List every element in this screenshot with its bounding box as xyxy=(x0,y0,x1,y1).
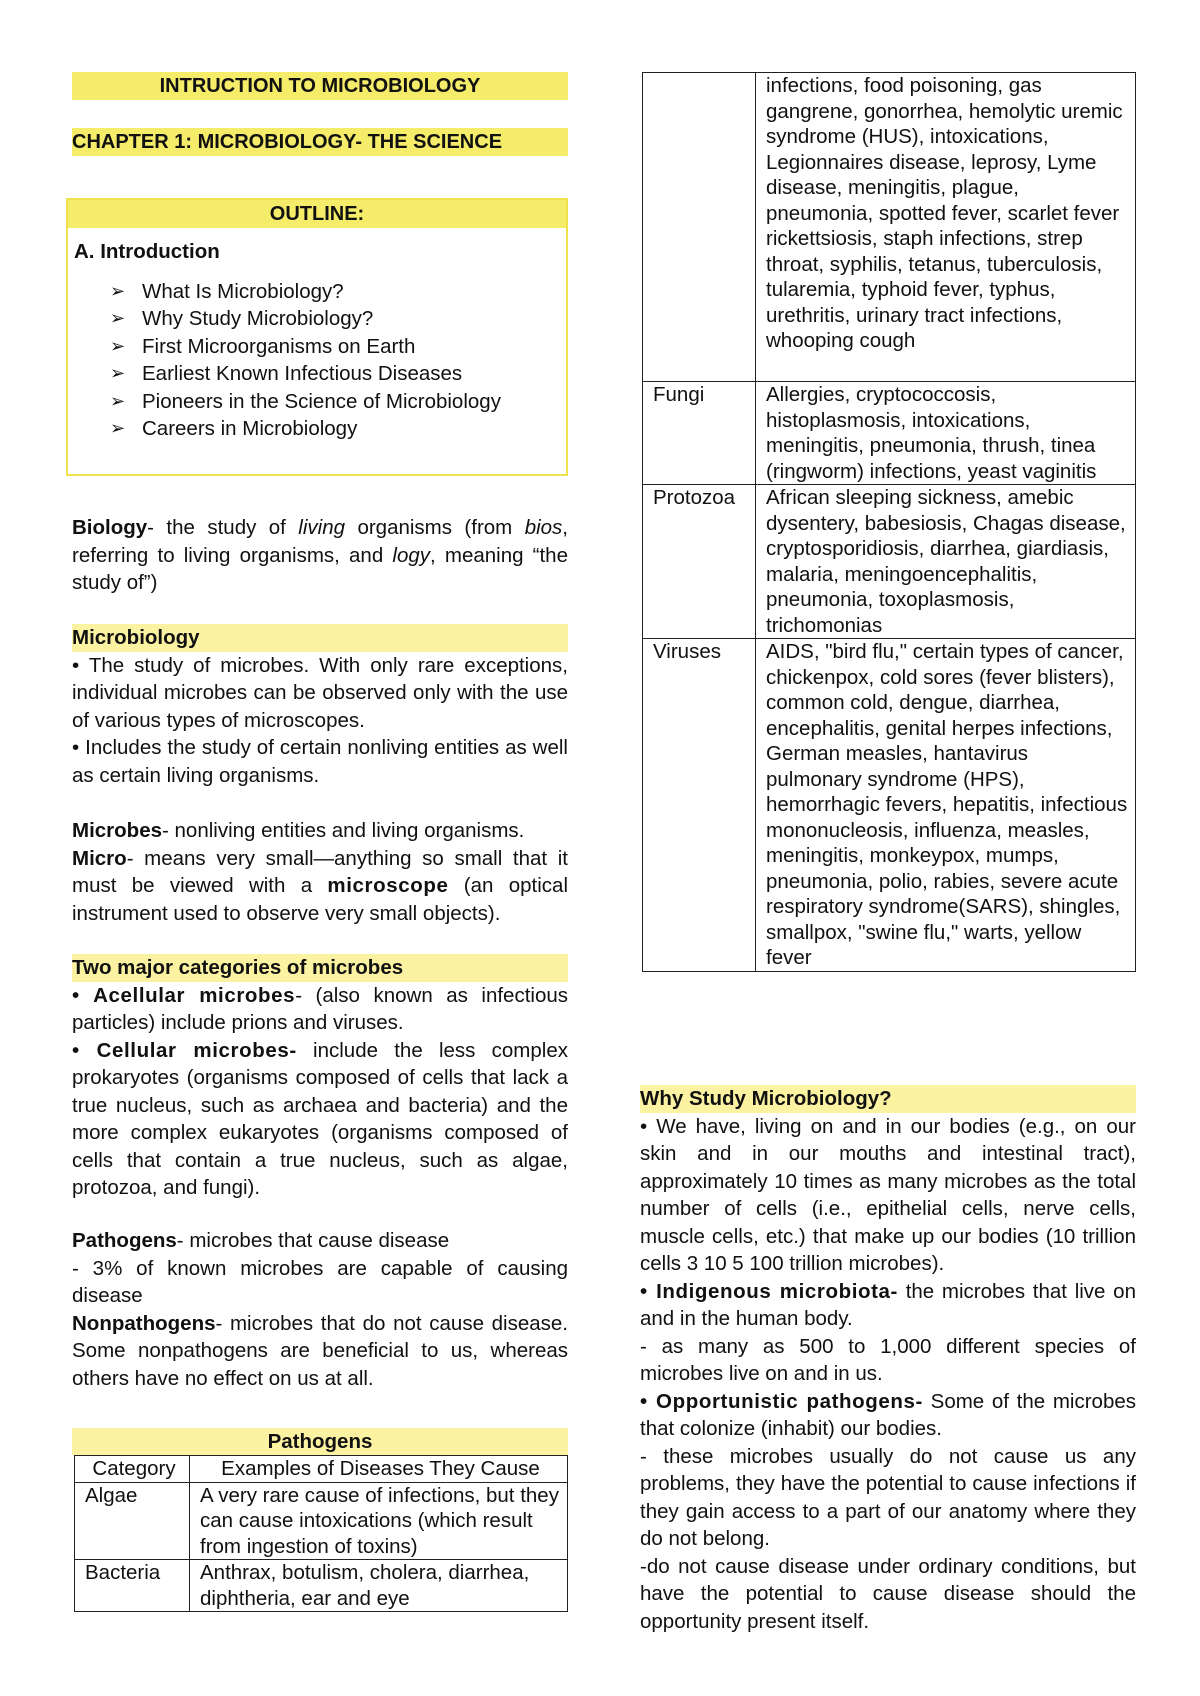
examples-cell: AIDS, "bird flu," certain types of cancer, chickenpox, cold sores (fever blisters), common cold, dengue, diarrhea, encephalitis, genital herpes infections, German measles, hantavirus pulmonary syndrome (HPS), hemorrhagic fevers, hepatitis, infectious mononucleosis, influenza, measles, meningitis, monkeypox, mumps, pneumonia, polio, rabies, severe acute respiratory syndrome(SARS), shingles, smallpox, "swine flu," warts, yellow fever xyxy=(756,639,1136,972)
table-row xyxy=(643,639,1136,972)
why-study-paragraph: • We have, living on and in our bodies (e.g., on our skin and in our mouths and intestinal tract), approximately 10 times as many microbes as the total number of cells (i.e., epithelial cells, nerve cells, muscle cells, etc.) that make up our bodies (10 trillion cells 3 10 5 100 trillion microbes). xyxy=(640,1114,1136,1275)
table-row xyxy=(75,1482,568,1560)
microbiology-heading: Microbiology xyxy=(72,624,568,652)
why-study-paragraph: -do not cause disease under ordinary conditions, but have the potential to cause disease should the opportunity present itself. xyxy=(640,1554,1136,1633)
chapter-title: CHAPTER 1: MICROBIOLOGY- THE SCIENCE xyxy=(72,128,568,156)
pathogens-section xyxy=(72,1227,568,1392)
why-study-paragraph: - these microbes usually do not cause us any problems, they have the potential to cause infections if they gain access to a part of our anatomy where they do not belong. xyxy=(640,1444,1136,1550)
category-cell: Algae xyxy=(75,1482,190,1560)
examples-cell: African sleeping sickness, amebic dysentery, babesiosis, Chagas disease, cryptosporidiosis, diarrhea, giardiasis, malaria, meningoencephalitis, pneumonia, toxoplasmosis, trichomonias xyxy=(756,485,1136,639)
why-study-section xyxy=(640,1085,1136,1635)
outline-item: ➢ First Microorganisms on Earth xyxy=(110,333,566,361)
outline-section: A. Introduction xyxy=(74,240,220,263)
table-header-row xyxy=(75,1456,568,1483)
opportunistic-item: • Opportunistic pathogens- Some of the microbes that colonize (inhabit) our bodies. xyxy=(640,1389,1136,1440)
microbiology-bullet: • The study of microbes. With only rare exceptions, individual microbes can be observed only with the use of various types of microscopes. xyxy=(72,653,568,732)
arrow-bullet-icon: ➢ xyxy=(110,308,126,329)
pathogens-table xyxy=(74,1455,568,1612)
arrow-bullet-icon: ➢ xyxy=(110,418,126,439)
category-cell: Protozoa xyxy=(643,485,756,639)
arrow-bullet-icon: ➢ xyxy=(110,363,126,384)
acellular-item: • Acellular microbes- (also known as infectious particles) include prions and viruses. xyxy=(72,983,568,1034)
outline-heading: OUTLINE: xyxy=(68,200,566,228)
arrow-bullet-icon: ➢ xyxy=(110,335,126,356)
pathogens-table-continued xyxy=(642,72,1136,972)
category-cell: Bacteria xyxy=(75,1560,190,1612)
outline-item: ➢ Why Study Microbiology? xyxy=(110,305,566,333)
microbiology-bullet: • Includes the study of certain nonliving entities as well as certain living organisms. xyxy=(72,736,568,787)
outline-list xyxy=(68,278,566,444)
outline-item: ➢ Pioneers in the Science of Microbiology xyxy=(110,388,566,416)
examples-cell: Anthrax, botulism, cholera, diarrhea, diphtheria, ear and eye xyxy=(190,1560,568,1612)
category-cell xyxy=(643,73,756,382)
table-header-cell: Examples of Diseases They Cause xyxy=(190,1456,568,1483)
pathogens-definition: Pathogens- microbes that cause disease xyxy=(72,1229,450,1252)
category-cell: Viruses xyxy=(643,639,756,972)
table-row xyxy=(643,485,1136,639)
examples-cell: infections, food poisoning, gas gangrene, gonorrhea, hemolytic uremic syndrome (HUS), intoxications, Legionnaires disease, leprosy, Lyme disease, meningitis, plague, pneumonia, spotted fever, scarlet fever rickettsiosis, staph infections, strep throat, syphilis, tetanus, tuberculosis, tularemia, typhoid fever, typhus, urethritis, urinary tract infections, whooping cough xyxy=(756,73,1136,382)
outline-box xyxy=(66,198,568,476)
table-header-cell: Category xyxy=(75,1456,190,1483)
pathogens-percent: - 3% of known microbes are capable of causing disease xyxy=(72,1256,568,1307)
microbes-definition: Microbes- nonliving entities and living organisms. xyxy=(72,819,525,842)
outline-item: ➢ What Is Microbiology? xyxy=(110,278,566,306)
categories-section xyxy=(72,954,568,1202)
document-title: INTRUCTION TO MICROBIOLOGY xyxy=(72,72,568,100)
categories-heading: Two major categories of microbes xyxy=(72,954,568,982)
arrow-bullet-icon: ➢ xyxy=(110,280,126,301)
biology-definition: Biology- the study of living organisms (from bios, referring to living organisms, and logy, meaning “the study of”) xyxy=(72,516,568,594)
outline-item: ➢ Earliest Known Infectious Diseases xyxy=(110,360,566,388)
table-row xyxy=(643,73,1136,382)
table-row xyxy=(643,382,1136,485)
microbiology-section xyxy=(72,624,568,789)
arrow-bullet-icon: ➢ xyxy=(110,390,126,411)
indigenous-item: • Indigenous microbiota- the microbes that live on and in the human body. xyxy=(640,1279,1136,1330)
examples-cell: Allergies, cryptococcosis, histoplasmosis, intoxications, meningitis, pneumonia, thrush, tinea (ringworm) infections, yeast vaginitis xyxy=(756,382,1136,485)
nonpathogens-definition: Nonpathogens- microbes that do not cause disease. Some nonpathogens are beneficial to us, whereas others have no effect on us at all. xyxy=(72,1311,568,1390)
why-study-heading: Why Study Microbiology? xyxy=(640,1085,1136,1113)
outline-item: ➢ Careers in Microbiology xyxy=(110,415,566,443)
micro-definition: Micro- means very small—anything so small that it must be viewed with a microscope (an optical instrument used to observe very small objects). xyxy=(72,846,568,925)
category-cell: Fungi xyxy=(643,382,756,485)
table-row xyxy=(75,1560,568,1612)
examples-cell: A very rare cause of infections, but they can cause intoxications (which result from ingestion of toxins) xyxy=(190,1482,568,1560)
microbes-section xyxy=(72,817,568,927)
cellular-item: • Cellular microbes- include the less complex prokaryotes (organisms composed of cells that lack a true nucleus, such as archaea and bacteria) and the more complex eukaryotes (organisms composed of cells that contain a true nucleus, such as algae, protozoa, and fungi). xyxy=(72,1038,568,1199)
why-study-paragraph: - as many as 500 to 1,000 different species of microbes live on and in us. xyxy=(640,1334,1136,1385)
pathogens-table-title: Pathogens xyxy=(72,1428,568,1455)
